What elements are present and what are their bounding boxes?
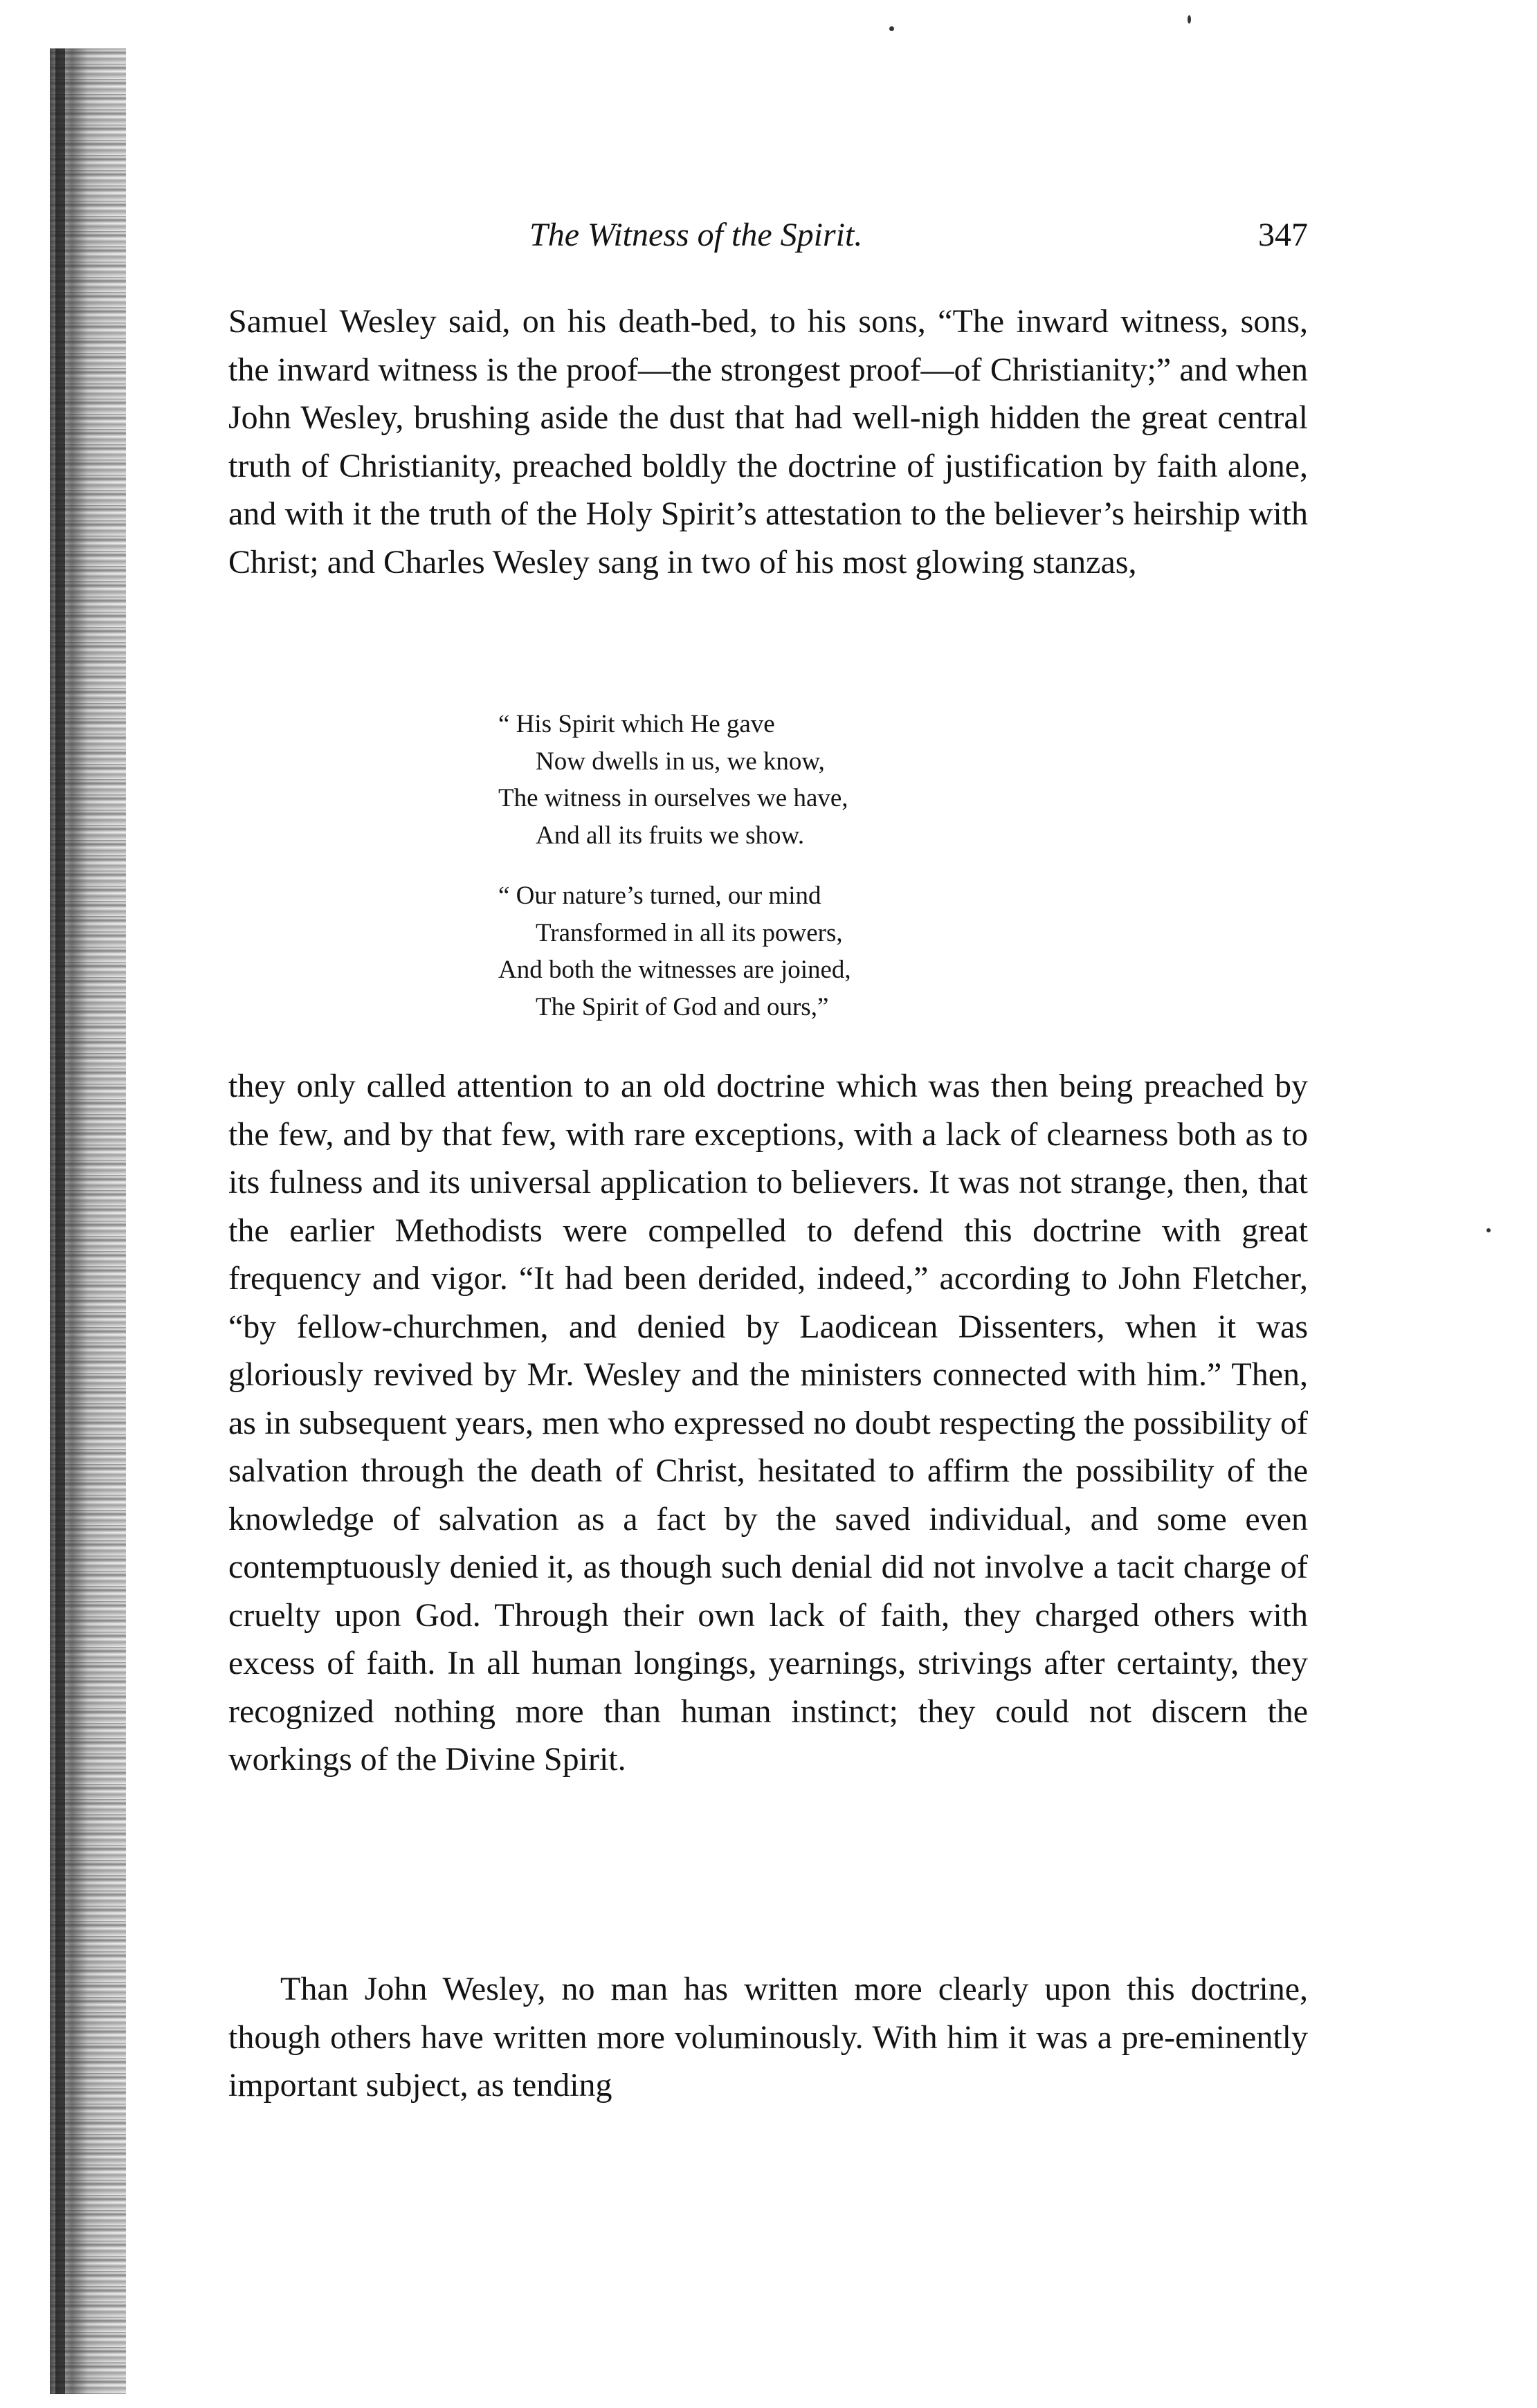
scan-speck bbox=[1188, 15, 1191, 24]
verse-line: And both the witnesses are joined, bbox=[498, 956, 851, 984]
hymn-stanza-1 bbox=[498, 706, 848, 854]
scan-speck bbox=[1486, 1228, 1491, 1232]
verse-line: Now dwells in us, we know, bbox=[536, 747, 825, 776]
paragraph-1: Samuel Wesley said, on his death-bed, to his sons, “The inward witness, sons, the inward witness is the proof—the strongest proof—of Christianity;” and when John Wesley, brushing aside the dust that had well-nigh hidden the great central truth of Christianity, preached boldly the doctrine of justification by faith alone, and with it the truth of the Holy Spirit’s attestation to the believer’s heirship with Christ; and Charles Wesley sang in two of his most glowing stanzas, bbox=[228, 303, 1308, 581]
page-header bbox=[228, 216, 1308, 264]
verse-line: Transformed in all its powers, bbox=[536, 918, 843, 947]
verse-line: The witness in ourselves we have, bbox=[498, 784, 848, 812]
page-number: 347 bbox=[1258, 217, 1308, 253]
running-title: The Witness of the Spirit. bbox=[529, 217, 863, 253]
verse-line: And all its fruits we show. bbox=[536, 821, 805, 850]
verse-line: The Spirit of God and ours,” bbox=[536, 992, 829, 1021]
paragraph-2: they only called attention to an old doctrine which was then being preached by the few, and by that few, with rare exceptions, with a lack of clearness both as to its fulness and its universal application to believers. It was not strange, then, that the earlier Methodists were compelled to defend this doctrine with great frequency and vigor. “It had been derided, indeed,” according to John Fletcher, “by fellow-churchmen, and denied by Laodicean Dissenters, when it was gloriously revived by Mr. Wesley and the ministers connected with him.” Then, as in subsequent years, men who expressed no doubt respecting the possibility of salvation through the death of Christ, hesitated to affirm the possibility of the knowledge of salvation as a fact by the saved individual, and some even contemptuously denied it, as though such denial did not involve a tacit charge of cruelty upon God. Through their own lack of faith, they charged others with excess of faith. In all human longings, yearnings, strivings after certainty, they recognized nothing more than human instinct; they could not discern the workings of the Divine Spirit. bbox=[228, 1068, 1308, 1778]
verse-line: “ His Spirit which He gave bbox=[498, 710, 775, 738]
hymn-stanza-2 bbox=[498, 877, 851, 1025]
scan-speck bbox=[889, 26, 894, 31]
verse-line: “ Our nature’s turned, our mind bbox=[498, 882, 821, 910]
paragraph-3: Than John Wesley, no man has written more clearly upon this doctrine, though others have written more voluminously. With him it was a pre-eminently important subject, as tending bbox=[228, 1971, 1308, 2104]
binding-edge bbox=[55, 48, 65, 2394]
